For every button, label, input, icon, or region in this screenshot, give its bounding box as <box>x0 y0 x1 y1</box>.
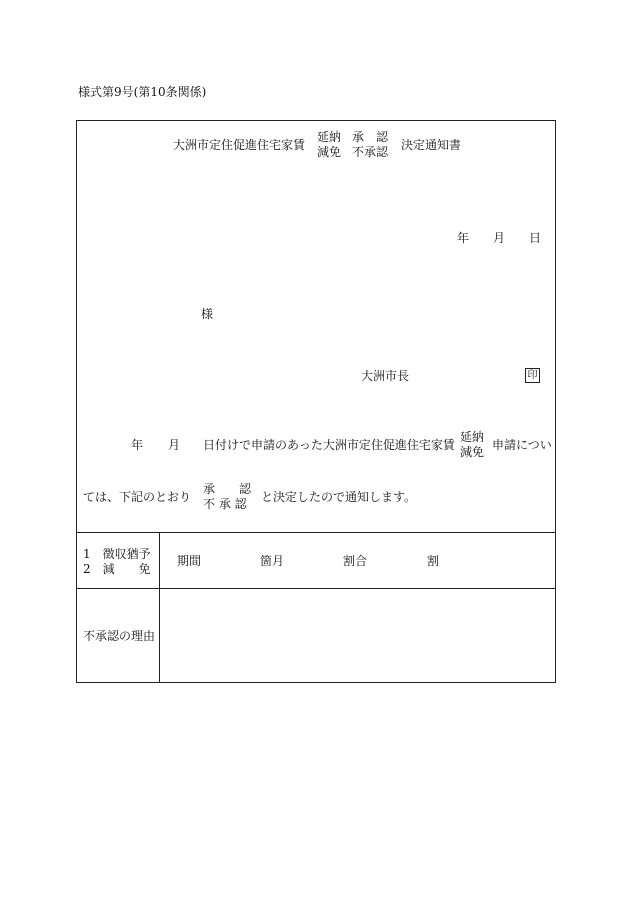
row2-label: 不承認の理由 <box>83 629 156 643</box>
addressee-suffix: 様 <box>201 307 214 321</box>
row1-label-item-2: 2 減 免 <box>83 562 151 576</box>
title-prefix: 大洲市定住促進住宅家賃 <box>173 138 306 152</box>
body-type-options <box>460 430 484 460</box>
date-month: 月 <box>493 231 506 245</box>
table-column-rule <box>159 532 160 682</box>
title-type-options <box>317 130 341 160</box>
body-line1-end: 申請につい <box>492 438 552 452</box>
row1-label <box>83 547 155 577</box>
wari-label: 割 <box>427 554 440 568</box>
title-suffix: 決定通知書 <box>401 138 462 152</box>
months-label: 箇月 <box>260 554 285 568</box>
body-type-reduce: 減免 <box>460 445 485 459</box>
title-decision-options <box>352 130 388 160</box>
body-decision-reject: 不 承 認 <box>203 497 247 511</box>
form-label: 様式第9号(第10条関係) <box>78 85 207 99</box>
table-top-rule <box>77 532 555 533</box>
body-type-defer: 延納 <box>460 430 485 444</box>
title-decision-approve: 承 認 <box>352 130 389 144</box>
body-year: 年 <box>131 438 144 452</box>
title-type-defer: 延納 <box>317 130 342 144</box>
body-line1-text: 日付けで申請のあった大洲市定住促進住宅家賃 <box>203 438 455 452</box>
form-frame <box>76 120 556 683</box>
body-decision-options <box>203 482 251 512</box>
body-month: 月 <box>168 438 181 452</box>
title-decision-reject: 不承認 <box>352 145 389 159</box>
body-decision-approve: 承 認 <box>203 482 252 496</box>
date-day: 日 <box>529 231 542 245</box>
seal-mark: 印 <box>525 368 540 383</box>
body-line2-start: ては、下記のとおり <box>83 490 192 504</box>
date-year: 年 <box>457 231 470 245</box>
issuer-name: 大洲市長 <box>361 369 410 383</box>
seal-stamp <box>525 368 540 383</box>
title-type-reduce: 減免 <box>317 145 342 159</box>
table-mid-rule <box>77 588 555 589</box>
period-label: 期間 <box>177 554 202 568</box>
body-line2-end: と決定したので通知します。 <box>261 490 417 504</box>
ratio-label: 割合 <box>343 554 368 568</box>
row1-label-item-1: 1 徴収猶予 <box>83 547 151 561</box>
